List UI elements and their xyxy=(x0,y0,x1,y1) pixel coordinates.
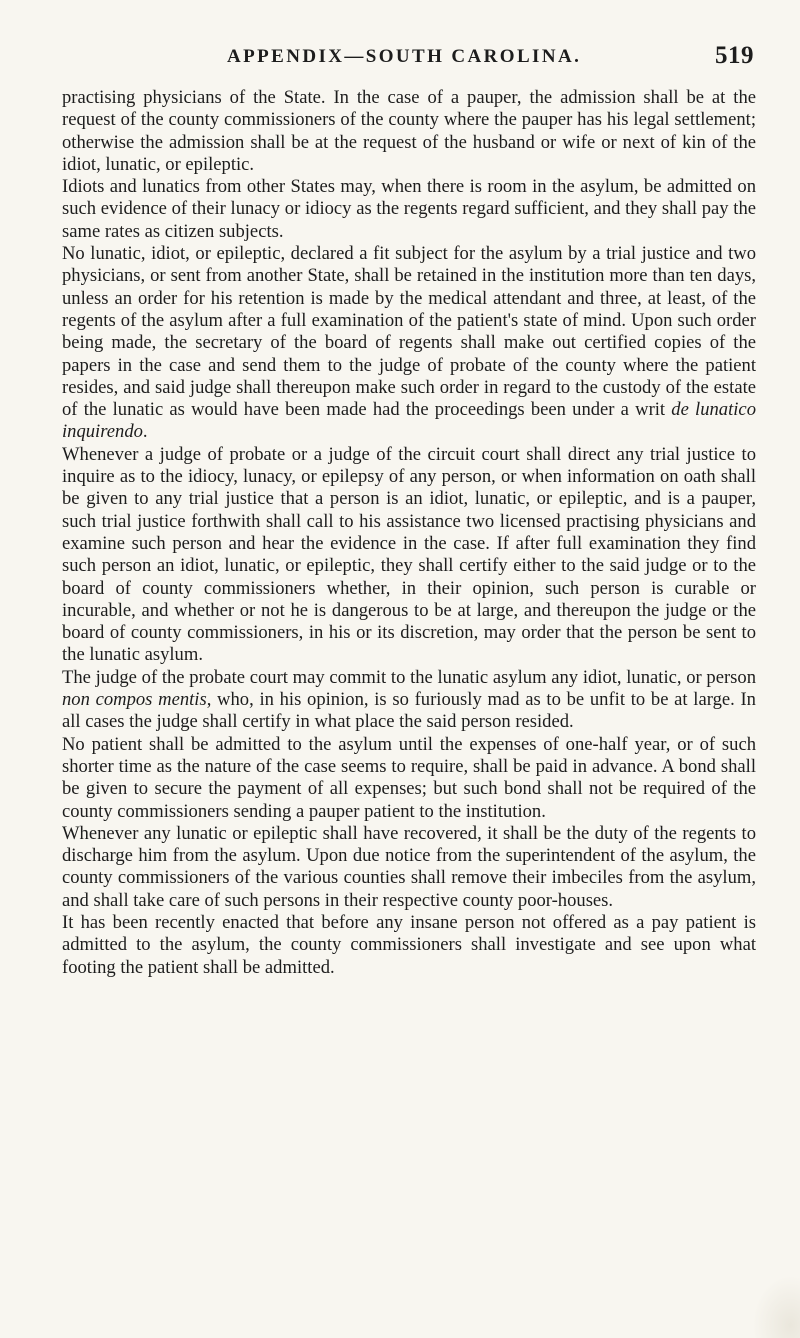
paragraph-other-states: Idiots and lunatics from other States may, when there is room in the asylum, be admitted on such evidence of their lunacy or idiocy as the regents regard sufficient, and they shall pay the same rates as citizen subjects. xyxy=(62,176,756,242)
paragraph-probate-commit xyxy=(62,667,756,734)
paragraph-pauper-admission: practising physicians of the State. In the case of a pauper, the admission shall be at the request of the county commissioners of the county where the pauper has his legal settlement; otherwise the admission shall be at the request of the husband or wife or next of kin of the idiot, lunatic, or epileptic. xyxy=(62,87,756,175)
paragraph-recent-enactment: It has been recently enacted that before any insane person not offered as a pay patient is admitted to the asylum, the county commissioners shall investigate and see upon what footing the patient shall be admitted. xyxy=(62,911,756,978)
running-head xyxy=(62,42,754,76)
paragraph-trial-justice: Whenever a judge of probate or a judge of the circuit court shall direct any trial justice to inquire as to the idiocy, lunacy, or epilepsy of any person, or when information on oath shall be given to any trial justice that a person is an idiot, lunatic, or epileptic, and is a pauper, such trial justice forthwith shall call to his assistance two licensed practising physicians and examine such person and hear the evidence in the case. If after full examination they find such person an idiot, lunatic, or epileptic, they shall certify either to the said judge or to the board of county commissioners whether, in their opinion, such person is curable or incurable, and whether or not he is dangerous to be at large, and thereupon the judge or the board of county commissioners, in his or its discretion, may order that the person be sent to the lunatic asylum. xyxy=(62,443,756,666)
body-text xyxy=(62,87,756,979)
page-number: 519 xyxy=(715,42,754,69)
paragraph-text: , who, in his opinion, is so furiously mad as to be unfit to be at large. In all cases the judge shall certify in what place the said person resided. xyxy=(62,689,756,733)
paragraph-text: The judge of the probate court may commit to the lunatic asylum any idiot, lunatic, or person xyxy=(62,666,756,688)
page-stain xyxy=(752,1275,800,1338)
paragraph-text: No lunatic, idiot, or epileptic, declared a fit subject for the asylum by a trial justice and two physicians, or sent from another State, shall be retained in the institution more than ten days, unless an order for his retention is made by the medical attendant and three, at least, of the regents of the asylum after a full examination of the patient's state of mind. Upon such order being made, the secretary of the board of regents shall make out certified copies of the papers in the case and send them to the judge of probate of the county where the patient resides, and said judge shall thereupon make such order in regard to the custody of the estate of the lunatic as would have been made had the proceedings been under a writ xyxy=(62,243,756,421)
paragraph-retention xyxy=(62,243,756,444)
paragraph-text: . xyxy=(142,421,148,443)
paragraph-discharge: Whenever any lunatic or epileptic shall have recovered, it shall be the duty of the regents to discharge him from the asylum. Upon due notice from the superintendent of the asylum, the county commissioners of the various counties shall remove their imbeciles from the asylum, and shall take care of such persons in their respective county poor-houses. xyxy=(62,822,756,911)
latin-phrase: non compos mentis xyxy=(62,689,207,711)
running-title: APPENDIX—SOUTH CAROLINA. xyxy=(227,46,582,67)
paragraph-expenses: No patient shall be admitted to the asylum until the expenses of one-half year, or of such shorter time as the nature of the case seems to require, shall be paid in advance. A bond shall be given to secure the payment of all expenses; but such bond shall not be required of the county commissioners sending a pauper patient to the institution. xyxy=(62,733,756,822)
latin-phrase: de lunatico inquirendo xyxy=(62,399,756,443)
